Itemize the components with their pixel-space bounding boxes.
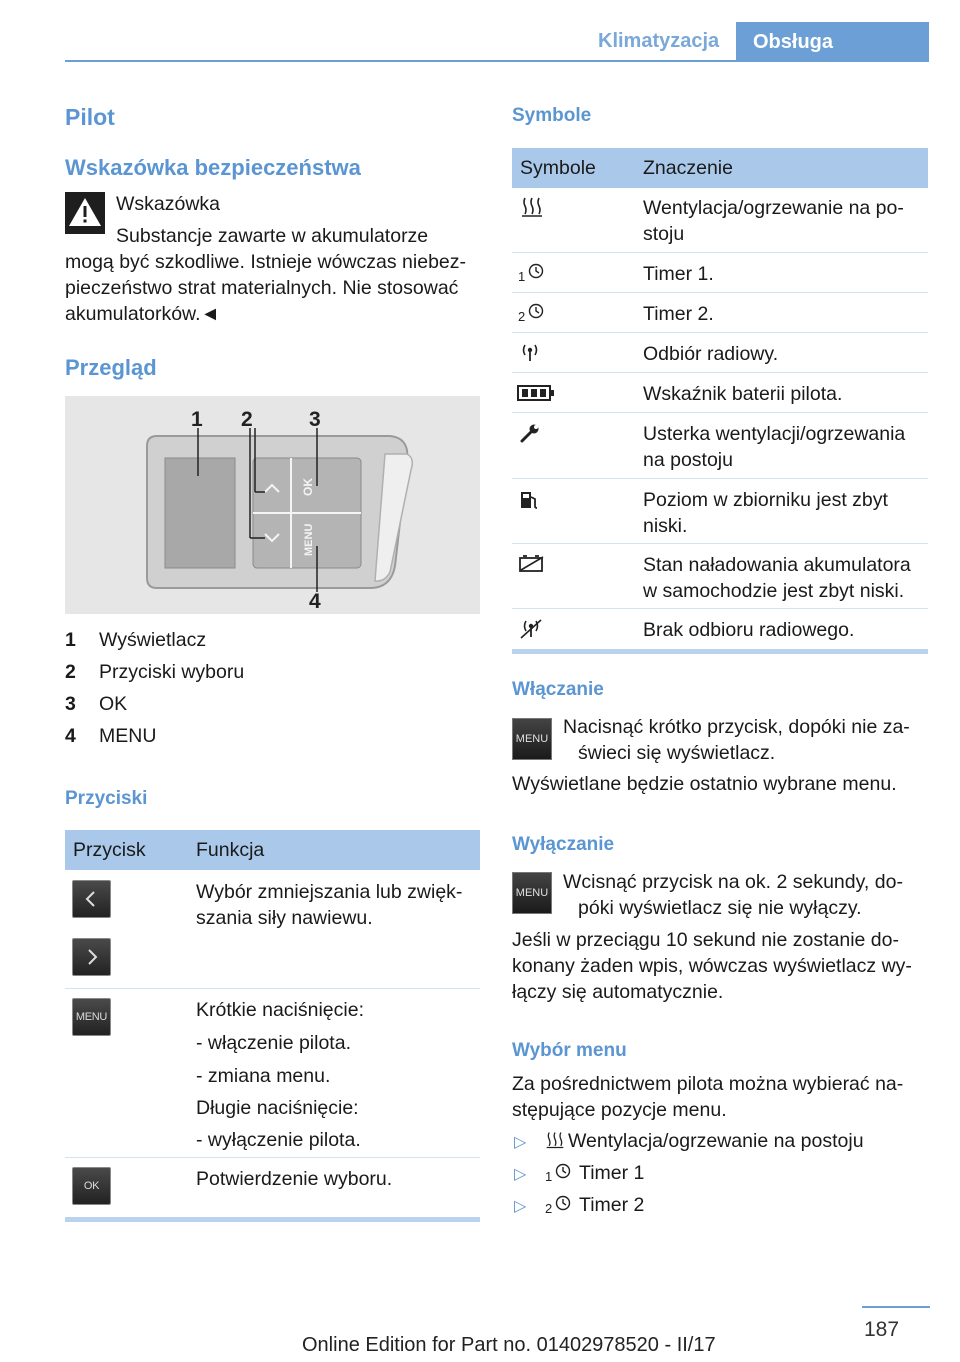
legend-num-1: 1 — [65, 629, 76, 651]
warning-text-2: mogą być szkodliwe. Istnieje wówczas niebez- — [65, 251, 467, 273]
symbols-row-9-text: Brak odbioru radiowego. — [643, 619, 855, 641]
menu-item-3-text: Timer 2 — [579, 1194, 645, 1216]
menu-button-icon: MENU — [512, 872, 552, 914]
row-divider — [512, 608, 928, 609]
row-divider — [65, 1157, 480, 1158]
buttons-row-1-text-1: Wybór zmniejszania lub zwięk- — [196, 881, 463, 903]
legend-num-4: 4 — [65, 725, 76, 747]
symbols-heading: Symbole — [512, 105, 592, 126]
menu-button-icon: MENU — [72, 998, 111, 1036]
footer-rule — [862, 1306, 930, 1308]
buttons-row-1-text-2: szania siły nawiewu. — [196, 907, 373, 929]
on-text-3: Wyświetlane będzie ostatnio wybrane menu. — [512, 773, 897, 795]
symbols-col-2: Znaczenie — [643, 157, 733, 179]
off-text-2: póki wyświetlacz się nie wyłączy. — [578, 897, 862, 919]
row-divider — [512, 292, 928, 293]
symbols-row-7-text-1: Poziom w zbiorniku jest zbyt — [643, 489, 888, 511]
symbols-row-2-text: Timer 1. — [643, 263, 714, 285]
menu-select-heading: Wybór menu — [512, 1040, 627, 1061]
symbols-row-8-text-2: w samochodzie jest zbyt niski. — [643, 580, 905, 602]
buttons-col-2: Funkcja — [196, 839, 265, 861]
menu-select-text-1: Za pośrednictwem pilota można wybierać na- — [512, 1073, 904, 1095]
bullet-marker: ▷ — [514, 1198, 527, 1215]
ok-button-icon: OK — [72, 1167, 111, 1205]
symbols-row-6-text-2: na postoju — [643, 449, 733, 471]
bullet-marker: ▷ — [514, 1134, 527, 1151]
header-rule — [65, 60, 928, 62]
on-text-2: świeci się wyświetlacz. — [578, 742, 776, 764]
no-radio-icon — [518, 618, 544, 646]
symbols-table-header — [512, 148, 928, 188]
page-number: 187 — [864, 1318, 900, 1341]
symbols-row-1-text-1: Wentylacja/ogrzewanie na po- — [643, 197, 904, 219]
timer-1-icon — [518, 262, 546, 290]
legend-text-1: Wyświetlacz — [99, 629, 207, 651]
symbols-row-8-text-1: Stan naładowania akumulatora — [643, 554, 911, 576]
ventilation-heating-icon — [545, 1130, 565, 1155]
symbols-row-7-text-2: niski. — [643, 515, 688, 537]
off-text-4: konany żaden wpis, wówczas wyświetlacz wy- — [512, 955, 912, 977]
figure-callout-3: 3 — [309, 408, 321, 431]
row-divider — [512, 478, 928, 479]
symbols-table-end — [512, 649, 928, 654]
legend-num-3: 3 — [65, 693, 76, 715]
legend-num-2: 2 — [65, 661, 76, 683]
svg-text:1: 1 — [545, 1169, 553, 1184]
buttons-row-2-text-1: Krótkie naciśnięcie: — [196, 999, 364, 1021]
off-text-5: łączy się automatycznie. — [512, 981, 724, 1003]
timer-2-icon — [545, 1194, 573, 1221]
buttons-row-2-text-2: - włączenie pilota. — [196, 1032, 351, 1054]
row-divider — [512, 543, 928, 544]
buttons-table-header — [65, 830, 480, 870]
symbols-row-4-text: Odbiór radiowy. — [643, 343, 779, 365]
chevron-left-icon — [72, 880, 111, 918]
legend-text-4: MENU — [99, 725, 157, 747]
car-battery-icon — [518, 553, 546, 581]
figure-callout-1: 1 — [191, 408, 203, 431]
page-title: Pilot — [65, 104, 115, 130]
safety-heading: Wskazówka bezpieczeństwa — [65, 155, 361, 180]
battery-icon — [517, 383, 555, 409]
bullet-marker: ▷ — [514, 1166, 527, 1183]
legend-text-2: Przyciski wyboru — [99, 661, 245, 683]
timer-2-icon — [518, 302, 546, 330]
row-divider — [512, 372, 928, 373]
figure-menu-label: MENU — [303, 523, 315, 556]
menu-item-2-text: Timer 1 — [579, 1162, 645, 1184]
figure-callout-2: 2 — [241, 408, 253, 431]
row-divider — [512, 252, 928, 253]
buttons-row-2-text-5: - wyłączenie pilota. — [196, 1129, 361, 1151]
warning-icon — [65, 192, 105, 234]
overview-heading: Przegląd — [65, 355, 157, 380]
symbols-row-6-text-1: Usterka wentylacji/ogrzewania — [643, 423, 906, 445]
buttons-row-2-text-4: Długie naciśnięcie: — [196, 1097, 359, 1119]
figure-ok-label: OK — [301, 478, 315, 496]
menu-select-text-2: stępujące pozycje menu. — [512, 1099, 727, 1121]
fuel-icon — [519, 489, 543, 517]
symbols-row-1-text-2: stoju — [643, 223, 685, 245]
remote-control-figure — [65, 396, 480, 614]
menu-button-icon: MENU — [512, 718, 552, 760]
symbols-row-5-text: Wskaźnik baterii pilota. — [643, 383, 843, 405]
section-tab: Klimatyzacja — [598, 30, 720, 52]
legend-text-3: OK — [99, 693, 128, 715]
buttons-heading: Przyciski — [65, 788, 148, 809]
symbols-row-3-text: Timer 2. — [643, 303, 714, 325]
off-text-1: Wcisnąć przycisk na ok. 2 sekundy, do- — [563, 871, 903, 893]
wrench-icon — [518, 422, 542, 450]
edition-footer: Online Edition for Part no. 01402978520 - II/17 — [302, 1334, 716, 1356]
ventilation-heating-icon — [520, 196, 544, 224]
svg-text:2: 2 — [545, 1201, 553, 1216]
buttons-table-end — [65, 1217, 480, 1222]
warning-text-1: Substancje zawarte w akumulatorze — [116, 225, 429, 247]
radio-reception-icon — [518, 342, 542, 370]
row-divider — [512, 332, 928, 333]
on-text-1: Nacisnąć krótko przycisk, dopóki nie za- — [563, 716, 910, 738]
symbols-col-1: Symbole — [520, 157, 596, 179]
chapter-tab: Obsługa — [736, 22, 929, 62]
warning-text-3: pieczeństwo strat materialnych. Nie stosować — [65, 277, 459, 299]
on-heading: Włączanie — [512, 679, 604, 700]
chevron-right-icon — [72, 938, 111, 976]
buttons-row-2-text-3: - zmiana menu. — [196, 1065, 331, 1087]
row-divider — [65, 988, 480, 989]
buttons-row-3-text-1: Potwierdzenie wyboru. — [196, 1168, 393, 1190]
timer-1-icon — [545, 1162, 573, 1189]
warning-text-4: akumulatorków.◄ — [65, 303, 220, 325]
off-heading: Wyłączanie — [512, 834, 615, 855]
menu-item-1-text: Wentylacja/ogrzewanie na postoju — [568, 1130, 864, 1152]
figure-callout-4: 4 — [309, 590, 321, 613]
off-text-3: Jeśli w przeciągu 10 sekund nie zostanie do- — [512, 929, 899, 951]
svg-text:1: 1 — [518, 269, 526, 284]
svg-text:2: 2 — [518, 309, 526, 324]
warning-label: Wskazówka — [116, 193, 221, 215]
row-divider — [512, 412, 928, 413]
buttons-col-1: Przycisk — [73, 839, 146, 861]
